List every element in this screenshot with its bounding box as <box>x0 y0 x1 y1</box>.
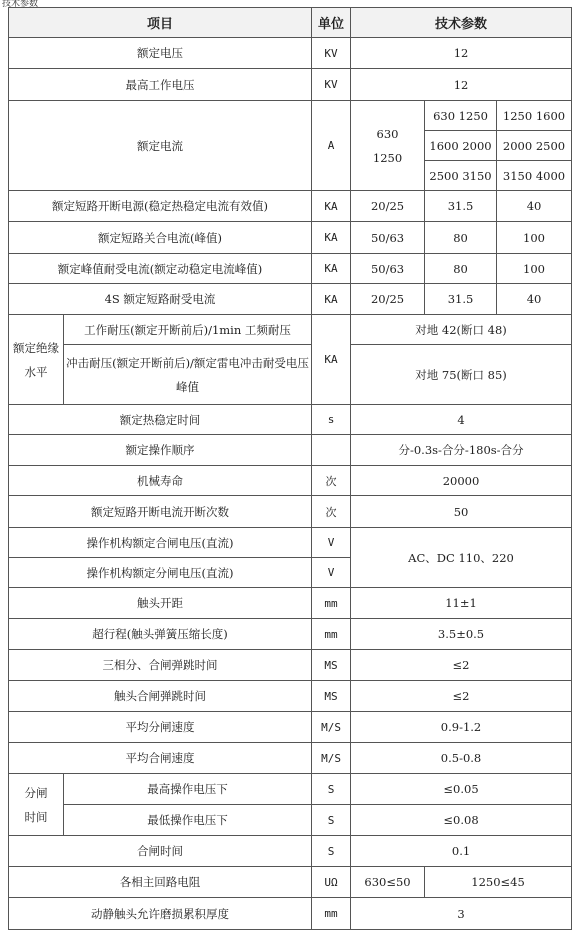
row-value: AC、DC 110、220 <box>351 528 572 588</box>
row-value: 4 <box>351 405 572 435</box>
table-row <box>9 528 572 558</box>
row-value: 0.5-0.8 <box>351 743 572 774</box>
row-unit: A <box>312 101 351 191</box>
row-value: 50/63 <box>351 254 425 284</box>
table-header-row <box>9 8 572 38</box>
row-label: 合闸时间 <box>9 836 312 867</box>
row-label: 额定操作顺序 <box>9 435 312 466</box>
row-label: 额定热稳定时间 <box>9 405 312 435</box>
table-row <box>9 867 572 898</box>
row-unit: mm <box>312 619 351 650</box>
row-label: 额定短路开断电源(稳定热稳定电流有效值) <box>9 191 312 222</box>
row-label: 各相主回路电阻 <box>9 867 312 898</box>
table-row <box>9 315 572 345</box>
row-label: 最低操作电压下 <box>64 805 312 836</box>
row-label: 操作机构额定分闸电压(直流) <box>9 558 312 588</box>
row-value: 3.5±0.5 <box>351 619 572 650</box>
row-label: 平均分闸速度 <box>9 712 312 743</box>
row-value: ≤0.08 <box>351 805 572 836</box>
table-row <box>9 69 572 101</box>
row-label: 工作耐压(额定开断前后)/1min 工频耐压 <box>64 315 312 345</box>
insulation-group-label: 额定绝缘水平 <box>9 315 64 405</box>
row-value: 12 <box>351 38 572 69</box>
row-value: 80 <box>425 254 497 284</box>
table-row <box>9 743 572 774</box>
row-value: ≤0.05 <box>351 774 572 805</box>
row-unit: S <box>312 836 351 867</box>
row-value: 0.1 <box>351 836 572 867</box>
row-label: 额定短路开断电流开断次数 <box>9 496 312 528</box>
row-value: 12 <box>351 69 572 101</box>
table-row <box>9 191 572 222</box>
row-value: 分-0.3s-合分-180s-合分 <box>351 435 572 466</box>
header-item: 项目 <box>9 8 312 38</box>
row-value: 3 <box>351 898 572 930</box>
row-unit: M/S <box>312 712 351 743</box>
row-value: 0.9-1.2 <box>351 712 572 743</box>
table-row <box>9 435 572 466</box>
rated-current-main-b: 1250 <box>372 150 403 165</box>
row-value: 50 <box>351 496 572 528</box>
table-row <box>9 650 572 681</box>
row-unit: V <box>312 558 351 588</box>
row-value: 20000 <box>351 466 572 496</box>
header-params: 技术参数 <box>351 8 572 38</box>
table-row <box>9 588 572 619</box>
section-title-fragment: 技术参数 <box>2 0 39 8</box>
row-unit: 次 <box>312 496 351 528</box>
row-value: 对地 75(断口 85) <box>351 345 572 405</box>
row-unit: KA <box>312 315 351 405</box>
row-label: 触头开距 <box>9 588 312 619</box>
row-label: 额定电压 <box>9 38 312 69</box>
table-row <box>9 38 572 69</box>
row-unit <box>312 435 351 466</box>
row-unit: M/S <box>312 743 351 774</box>
table-row <box>9 254 572 284</box>
row-unit: mm <box>312 898 351 930</box>
row-value: 80 <box>425 222 497 254</box>
row-label: 额定电流 <box>9 101 312 191</box>
row-label: 三相分、合闸弹跳时间 <box>9 650 312 681</box>
row-label: 动静触头允许磨损累积厚度 <box>9 898 312 930</box>
row-label: 操作机构额定合闸电压(直流) <box>9 528 312 558</box>
row-value: ≤2 <box>351 650 572 681</box>
row-value: 1250≤45 <box>425 867 572 898</box>
table-row <box>9 712 572 743</box>
row-value: 31.5 <box>425 191 497 222</box>
row-unit: KA <box>312 222 351 254</box>
table-row <box>9 681 572 712</box>
header-unit: 单位 <box>312 8 351 38</box>
tech-params-table <box>8 7 572 930</box>
row-value: ≤2 <box>351 681 572 712</box>
table-row <box>9 345 572 405</box>
rated-current-main <box>351 101 425 191</box>
row-label: 4S 额定短路耐受电流 <box>9 284 312 315</box>
row-unit: KV <box>312 69 351 101</box>
row-value: 100 <box>497 254 572 284</box>
open-time-group-label <box>9 774 64 836</box>
rated-current-cell: 1600 2000 <box>425 131 497 161</box>
row-label: 额定短路关合电流(峰值) <box>9 222 312 254</box>
table-row <box>9 496 572 528</box>
row-label: 触头合闸弹跳时间 <box>9 681 312 712</box>
row-unit: KA <box>312 191 351 222</box>
table-row <box>9 619 572 650</box>
row-value: 40 <box>497 191 572 222</box>
row-label: 机械寿命 <box>9 466 312 496</box>
row-unit: V <box>312 528 351 558</box>
table-row <box>9 898 572 930</box>
row-unit: KA <box>312 284 351 315</box>
row-unit: s <box>312 405 351 435</box>
row-label: 平均合闸速度 <box>9 743 312 774</box>
rated-current-cell: 1250 1600 <box>497 101 572 131</box>
table-row <box>9 774 572 805</box>
row-value: 40 <box>497 284 572 315</box>
row-label: 超行程(触头弹簧压缩长度) <box>9 619 312 650</box>
row-value: 对地 42(断口 48) <box>351 315 572 345</box>
row-unit: MS <box>312 681 351 712</box>
row-value: 11±1 <box>351 588 572 619</box>
table-row <box>9 836 572 867</box>
table-row <box>9 405 572 435</box>
table-row <box>9 805 572 836</box>
rated-current-cell: 2000 2500 <box>497 131 572 161</box>
rated-current-cell: 2500 3150 <box>425 161 497 191</box>
open-time-group-a: 分闸 <box>24 785 48 800</box>
table-row <box>9 222 572 254</box>
open-time-group-b: 时间 <box>24 809 48 824</box>
row-unit: KA <box>312 254 351 284</box>
row-value: 20/25 <box>351 284 425 315</box>
row-value: 31.5 <box>425 284 497 315</box>
row-value: 100 <box>497 222 572 254</box>
row-unit: S <box>312 774 351 805</box>
row-label: 最高工作电压 <box>9 69 312 101</box>
table-row <box>9 284 572 315</box>
row-label: 额定峰值耐受电流(额定动稳定电流峰值) <box>9 254 312 284</box>
row-unit: mm <box>312 588 351 619</box>
row-unit: 次 <box>312 466 351 496</box>
row-unit: KV <box>312 38 351 69</box>
row-unit: MS <box>312 650 351 681</box>
table-row <box>9 466 572 496</box>
row-value: 50/63 <box>351 222 425 254</box>
row-unit: S <box>312 805 351 836</box>
table-row <box>9 101 572 131</box>
row-label: 冲击耐压(额定开断前后)/额定雷电冲击耐受电压峰值 <box>64 345 312 405</box>
row-label: 最高操作电压下 <box>64 774 312 805</box>
rated-current-main-a: 630 <box>376 126 399 141</box>
row-value: 20/25 <box>351 191 425 222</box>
row-unit: UΩ <box>312 867 351 898</box>
rated-current-cell: 3150 4000 <box>497 161 572 191</box>
row-value: 630≤50 <box>351 867 425 898</box>
rated-current-cell: 630 1250 <box>425 101 497 131</box>
